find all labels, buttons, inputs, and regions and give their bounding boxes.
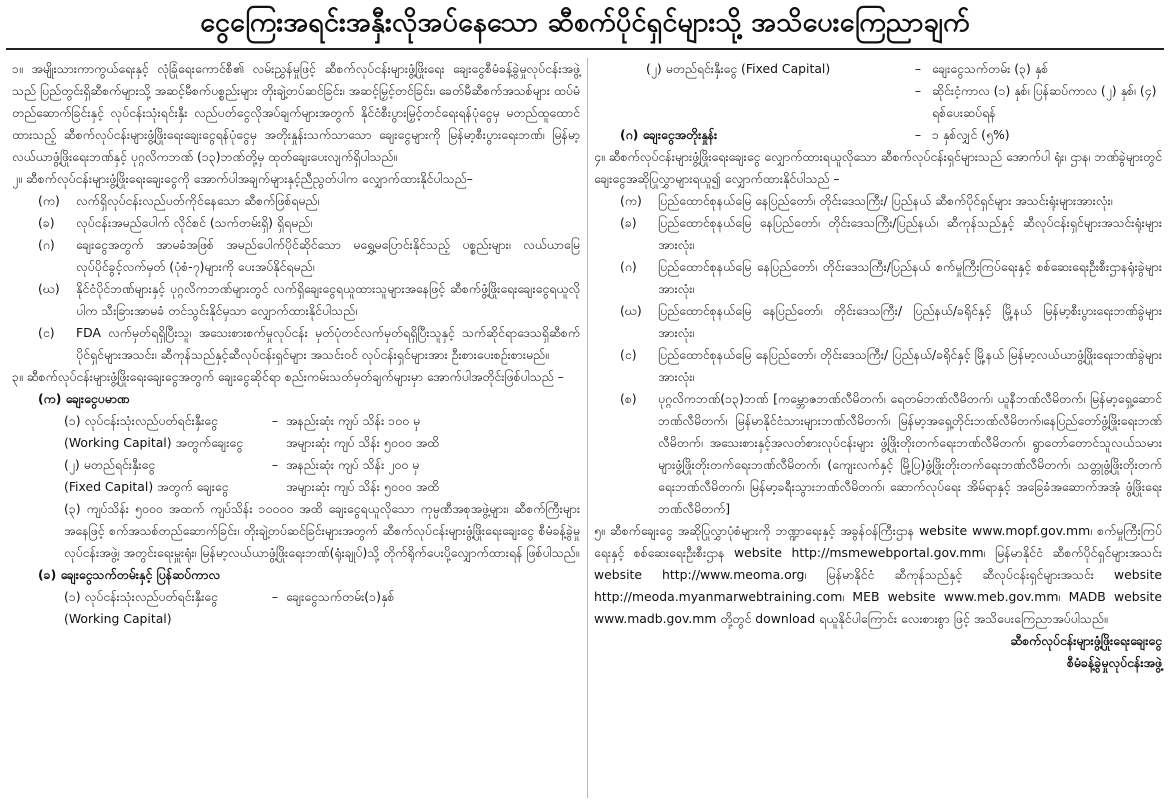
office-text: ပြည်ထောင်စုနယ်မြေ နေပြည်တော်၊ တိုင်းဒေသကြီး/ ပြည်နယ် ဆီစက်ပိုင်ရှင်များ အသင်းရုံးများအားလုံး၊ (658, 193, 1113, 208)
paragraph-2: ၂။ ဆီစက်လုပ်ငန်းများဖွံ့ဖြိုးရေးချေးငွေကို အောက်ပါအချက်များနှင့်ညီညွတ်ပါက လျှောက်ထားနိုင်ပါသည်– (12, 171, 473, 186)
condition-marker: (ဂ) (38, 237, 55, 252)
condition-text: လုပ်ငန်းအမည်ပေါက် လိုင်စင် (သက်တမ်းရှိ) ရှိရမည်၊ (76, 215, 313, 230)
office-list-item (594, 300, 1162, 344)
dash: – (271, 589, 279, 604)
loan-type-label: (၁) လုပ်ငန်းသုံးလည်ပတ်ရင်းနှီးငွေ (64, 589, 218, 604)
office-text: ပုဂ္ဂလိကဘဏ်(၁၃)ဘဏ် [ကမ္ဘောဇဘဏ်လီမိတက်၊ ရေတမ်ဘဏ်လီမိတက်၊ ယူနီဘဏ်လီမိတက်၊ မြန်မာ့ရှေ့ဆောင်ဘဏ်လီမိတက်၊ မြန်မာနိုင်ငံသားများဘဏ်လီမိတက်၊ မြန်မာ့အရှေ့တိုင်းဘဏ်လီမိတက်၊နေပြည်တော်ဖွံ့ဖြိုးရေးဘဏ်လီမိတက်၊ အသေးစားနှင့်အလတ်စားလုပ်ငန်းများ ဖွံ့ဖြိုးတိုးတက်ရေးဘဏ်လီမိတက်၊ ရွာတော်တောင်သူလယ်သမားများဖွံ့ဖြိုးတိုးတက်ရေးဘဏ်လီမိတက်၊ (ကျေးလက်နှင့် မြို့ပြ)ဖွံ့ဖြိုးတိုးတက်ရေးဘဏ်လီမိတက်၊ သတ္တုဖွံ့ဖြိုးတိုးတက်ရေးဘဏ်လီမိတက်၊ မြန်မာ့ခရီးသွားဘဏ်လီမိတက်၊ ဆောက်လုပ်ရေး အိမ်ရာနှင့် အခြေခံအဆောက်အအုံ ဖွံ့ဖြိုးရေးဘဏ်လီမိတက်] (658, 391, 1162, 516)
office-text: ပြည်ထောင်စုနယ်မြေ နေပြည်တော်၊ တိုင်းဒေသကြီး/ပြည်နယ်၊ ဆီကုန်သည်နှင့် ဆီလုပ်ငန်းရှင်များအသင်းရုံးများအားလုံး၊ (658, 215, 1162, 252)
office-list-item (594, 388, 1162, 520)
office-list-item (594, 190, 1162, 212)
condition-text: FDA လက်မှတ်ရရှိပြီးသူ၊ အသေးစားစက်မှုလုပ်ငန်း မှတ်ပုံတင်လက်မှတ်ရရှိပြီးသူနှင့် သက်ဆိုင်ရာဒေသရှိဆီစက်ပိုင်ရှင်များအသင်း၊ ဆီကုန်သည်နှင့်ဆီလုပ်ငန်းရှင်များ အသင်းဝင် လုပ်ငန်းရှင်များအား ဦးစားပေးစဉ်းစားမည်။ (76, 325, 580, 362)
office-marker: (ဂ) (620, 259, 637, 274)
loan-amount-note: (၃) ကျပ်သိန်း ၅၀၀၀ အထက် ကျပ်သိန်း ၁၀၀၀၀ အထိ ချေးငွေရယူလိုသော ကုမ္ပဏီအစုအဖွဲ့များ၊ ဆီစက်ကြီးများအနေဖြင့် စက်အသစ်တည်ဆောက်ခြင်း၊ တိုးချဲ့တပ်ဆင်ခြင်းများအတွက် ဆီစက်လုပ်ငန်းများဖွံ့ဖြိုးရေးချေးငွေ စီမံခန့်ခွဲမှုလုပ်ငန်းအဖွဲ့၊ အတွင်းရေးမှူးရုံး၊ မြန်မာ့လယ်ယာဖွံ့ဖြိုးရေးဘဏ်(ရုံးချုပ်)သို့ တိုက်ရိုက်ပေးပို့လျှောက်ထားရန် ဖြစ်ပါသည်။ (64, 501, 580, 560)
condition-marker: (က) (38, 193, 60, 208)
office-marker: (င) (620, 347, 637, 362)
loan-type-label: (၁) လုပ်ငန်းသုံးလည်ပတ်ရင်းနှီးငွေ (64, 413, 218, 428)
office-marker: (ခ) (620, 215, 637, 230)
section-loan-term-heading: (ခ) ချေးငွေသက်တမ်းနှင့် ပြန်ဆပ်ကာလ (38, 567, 220, 582)
loan-min: အနည်းဆုံး ကျပ် သိန်း ၂၀၀ မှ (286, 457, 420, 472)
office-marker: (စ) (620, 391, 637, 406)
signature-line-2: စီမံခန့်ခွဲမှုလုပ်ငန်းအဖွဲ့ (1066, 655, 1162, 670)
office-text: ပြည်ထောင်စုနယ်မြေ နေပြည်တော်၊ တိုင်းဒေသကြီး/ ပြည်နယ်/ခရိုင်နှင့် မြို့နယ် မြန်မာ့စီးပွားရေးဘဏ်ခွဲများအားလုံး၊ (658, 303, 1162, 340)
left-column (12, 58, 580, 630)
loan-type-sublabel: (Fixed Capital) အတွက် ချေးငွေ (64, 479, 229, 494)
interest-rate-value: ၁ နှစ်လျှင် (၅%) (932, 127, 1010, 142)
loan-type-sublabel: (Working Capital) အတွက်ချေးငွေ (64, 435, 244, 450)
dash: – (271, 457, 279, 472)
paragraph-3: ၃။ ဆီစက်လုပ်ငန်းများဖွံ့ဖြိုးရေးချေးငွေအတွက် ချေးငွေဆိုင်ရာ စည်းကမ်းသတ်မှတ်ချက်များမှာ အောက်ပါအတိုင်းဖြစ်ပါသည် – (12, 369, 564, 384)
loan-max: အများဆုံး ကျပ် သိန်း ၅၀၀၀ အထိ (286, 479, 440, 494)
condition-text: နိုင်ငံပိုင်ဘဏ်များနှင့် ပုဂ္ဂလိကဘဏ်များတွင် လက်ရှိချေးငွေရယူထားသူများအနေဖြင့် ဆီစက်ဖွံ့ဖြိုးရေးချေးငွေရယူလိုပါက သီးခြားအာမခံ တင်သွင်းနိုင်မှသာ လျှောက်ထားနိုင်ပါသည်၊ (76, 281, 580, 318)
condition-item (12, 190, 580, 212)
loan-type-sublabel: (Working Capital) (64, 611, 172, 626)
paragraph-5: ၅။ ဆီစက်ချေးငွေ အဆိုပြုလွှာပုံစံများကို ဘဏ္ဍာရေးနှင့် အခွန်ဝန်ကြီးဌာန website www.mopf.gov.mm၊ စက်မှုကြီးကြပ်ရေးနှင့် စစ်ဆေးရေးဦးစီးဌာန website http://msmewebportal.gov.mm၊ မြန်မာနိုင်ငံ ဆီစက်ပိုင်ရှင်များအသင်း website http://www.meoma.org၊ မြန်မာနိုင်ငံ ဆီကုန်သည်နှင့် ဆီလုပ်ငန်းရှင်များအသင်း website http://meoda.myanmarwebtraining.com၊ MEB website www.meb.gov.mm၊ MADB website www.madb.gov.mm တို့တွင် download ရယူနိုင်ပါကြောင်း လေးစားစွာ ဖြင့် အသိပေးကြေညာအပ်ပါသည်။ (594, 523, 1162, 626)
condition-text: ချေးငွေအတွက် အာမခံအဖြစ် အမည်ပေါက်ပိုင်ဆိုင်သော မရွှေ့မပြောင်းနိုင်သည့် ပစ္စည်းများ၊ လယ်ယာမြေလုပ်ပိုင်ခွင့်လက်မှတ် (ပုံစံ-၇)များကို ပေးအပ်နိုင်ရမည်၊ (76, 237, 580, 274)
condition-item (12, 322, 580, 366)
section-loan-amount-heading: (က) ချေးငွေပမာဏ (38, 391, 130, 406)
loan-amount-row (12, 454, 580, 498)
paragraph-4: ၄။ ဆီစက်လုပ်ငန်းများဖွံ့ဖြိုးရေးချေးငွေ လျှောက်ထားရယူလိုသော ဆီစက်လုပ်ငန်းရှင်များသည် အောက်ပါ ရုံး၊ ဌာန၊ ဘဏ်ခွဲများတွင် ချေးငွေအဆိုပြုလွှာများရယူ၍ လျှောက်ထားနိုင်ပါသည် – (594, 149, 1162, 186)
loan-term-row (594, 58, 1162, 80)
condition-marker: (င) (38, 325, 55, 340)
condition-item (12, 278, 580, 322)
office-marker: (က) (620, 193, 642, 208)
page-title: ငွေကြေးအရင်းအနှီးလိုအပ်နေသော ဆီစက်ပိုင်ရှင်များသို့ အသိပေးကြေညာချက် (200, 7, 970, 38)
condition-item (12, 234, 580, 278)
right-column (594, 58, 1162, 674)
office-text: ပြည်ထောင်စုနယ်မြေ နေပြည်တော်၊ တိုင်းဒေသကြီး/ ပြည်နယ်/ခရိုင်နှင့် မြို့နယ် မြန်မာ့လယ်ယာဖွံ့ဖြိုးရေးဘဏ်ခွဲများအားလုံး၊ (658, 347, 1162, 384)
dash: – (271, 413, 279, 428)
loan-term-row (594, 80, 1162, 124)
signature-line-1: ဆီစက်လုပ်ငန်းများဖွံ့ဖြိုးရေးချေးငွေ (1010, 633, 1162, 648)
office-text: ပြည်ထောင်စုနယ်မြေ နေပြည်တော်၊ တိုင်းဒေသကြီး/ပြည်နယ် စက်မှုကြီးကြပ်ရေးနှင့် စစ်ဆေးရေးဦးစီးဌာနရုံးခွဲများအားလုံး၊ (658, 259, 1162, 296)
loan-amount-row (12, 410, 580, 454)
office-marker: (ဃ) (620, 303, 642, 318)
office-list-item (594, 256, 1162, 300)
dash: – (914, 83, 922, 98)
title-divider (6, 48, 1164, 50)
dash: – (914, 127, 922, 142)
loan-type-label: (၂) မတည်ရင်းနှီးငွေ (64, 457, 156, 472)
office-list-item (594, 344, 1162, 388)
column-divider (587, 58, 588, 798)
loan-min: အနည်းဆုံး ကျပ် သိန်း ၁၀၀ မှ (286, 413, 421, 428)
loan-type-label: (၂) မတည်ရင်းနှီးငွေ (Fixed Capital) (646, 61, 831, 76)
loan-term-value: ချေးငွေသက်တမ်း (၃) နှစ် (932, 61, 1049, 76)
condition-text: လက်ရှိလုပ်ငန်းလည်ပတ်ကိုင်နေသော ဆီစက်ဖြစ်ရမည်၊ (76, 193, 320, 208)
paragraph-1: ၁။ အမျိုးသားကာကွယ်ရေးနှင့် လုံခြုံရေးကောင်စီ၏ လမ်းညွှန်မှုဖြင့် ဆီစက်လုပ်ငန်းများဖွံ့ဖြိုးရေး ချေးငွေစီမံခန့်ခွဲမှုလုပ်ငန်းအဖွဲ့သည် ပြည်တွင်းရှိဆီစက်များသို့ အဆင့်မီစက်ပစ္စည်းများ တိုးချဲ့တပ်ဆင်ခြင်း၊ အဆင့်မြှင့်တင်ခြင်း၊ ခေတ်မီဆီစက်အသစ်များ ထပ်မံတည်ဆောက်ခြင်းနှင့် လုပ်ငန်းသုံးရင်းနှီး လည်ပတ်ငွေလိုအပ်ချက်များအတွက် နိုင်ငံစီးပွားမြှင့်တင်ရေးရန်ပုံငွေမှ မတည်ထူထောင်ထားသည့် ဆီစက်လုပ်ငန်းများဖွံ့ဖြိုးရေးချေးငွေရန်ပုံငွေမှ အတိုးနှုန်းသက်သာသော ချေးငွေများကို မြန်မာ့စီးပွားရေးဘဏ်၊ မြန်မာ့လယ်ယာဖွံ့ဖြိုးရေးဘဏ်နှင့် ပုဂ္ဂလိကဘဏ် (၁၃)ဘဏ်တို့မှ ထုတ်ချေးပေးလျက်ရှိပါသည်။ (12, 61, 580, 164)
loan-term-row (12, 586, 580, 630)
dash: – (914, 61, 922, 76)
interest-rate-row (594, 124, 1162, 146)
loan-term-value: ချေးငွေသက်တမ်း(၁)နှစ် (286, 589, 395, 604)
section-interest-heading: (ဂ) ချေးငွေအတိုးနှုန်း (620, 127, 718, 142)
condition-marker: (ခ) (38, 215, 55, 230)
repayment-period-value: ဆိုင်းငံ့ကာလ (၁) နှစ်၊ ပြန်ဆပ်ကာလ (၂) နှစ်၊ (၄) ရစ်ပေးဆပ်ရန် (932, 83, 1157, 120)
condition-item (12, 212, 580, 234)
office-list-item (594, 212, 1162, 256)
loan-max: အများဆုံး ကျပ် သိန်း ၅၀၀၀ အထိ (286, 435, 440, 450)
condition-marker: (ဃ) (38, 281, 60, 296)
